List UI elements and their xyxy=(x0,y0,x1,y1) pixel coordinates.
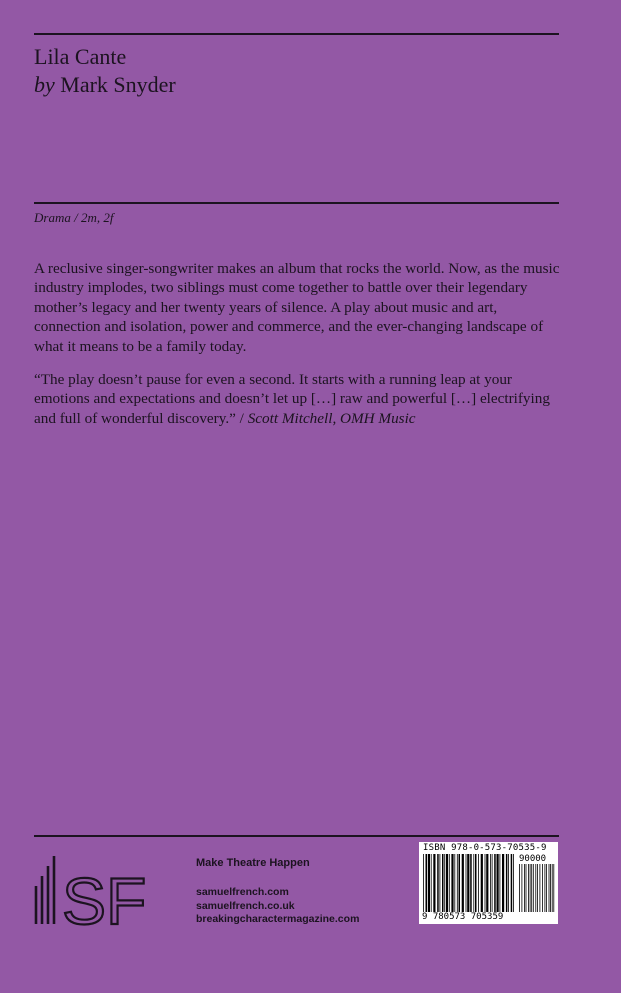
isbn-label: ISBN 978-0-573-70535-9 xyxy=(423,843,547,853)
genre-rule xyxy=(34,202,559,204)
logo-text: SF xyxy=(62,864,147,938)
review-quote xyxy=(34,370,564,428)
top-rule xyxy=(34,33,559,35)
samuel-french-logo-icon xyxy=(34,854,147,938)
review-attribution: Scott Mitchell, OMH Music xyxy=(247,409,416,427)
by-label: by xyxy=(34,72,55,97)
footer-rule xyxy=(34,835,559,837)
link-samuelfrench-com: samuelfrench.com xyxy=(196,886,289,898)
ean-number: 9 780573 705359 xyxy=(422,912,504,922)
addon-bars xyxy=(519,864,555,912)
barcode-bars xyxy=(423,854,515,912)
publisher-links xyxy=(196,886,359,927)
author-name: Mark Snyder xyxy=(60,72,176,97)
book-title: Lila Cante xyxy=(34,44,127,69)
link-breakingcharacter: breakingcharactermagazine.com xyxy=(196,913,360,925)
isbn-barcode xyxy=(419,842,558,924)
synopsis-text: A reclusive singer-songwriter makes an album that rocks the world. Now, as the music industry implodes, two siblings must come together to battle over their legendary mother’s legacy and her twenty years of silence. A play about music and art, connection and isolation, power and commerce, and the ever-changing landscape of what it means to be a family today. xyxy=(34,260,560,355)
tagline: Make Theatre Happen xyxy=(196,857,310,869)
author-line xyxy=(34,72,176,98)
addon-number: 90000 xyxy=(519,854,547,864)
genre-cast: Drama / 2m, 2f xyxy=(34,210,114,225)
review-quote-text: “The play doesn’t pause for even a second. It starts with a running leap at your emotions and expectations and doesn’t let up […] raw and powerful […] electrifying and full of wonderful discovery.” / xyxy=(34,371,550,427)
link-samuelfrench-co-uk: samuelfrench.co.uk xyxy=(196,899,295,912)
